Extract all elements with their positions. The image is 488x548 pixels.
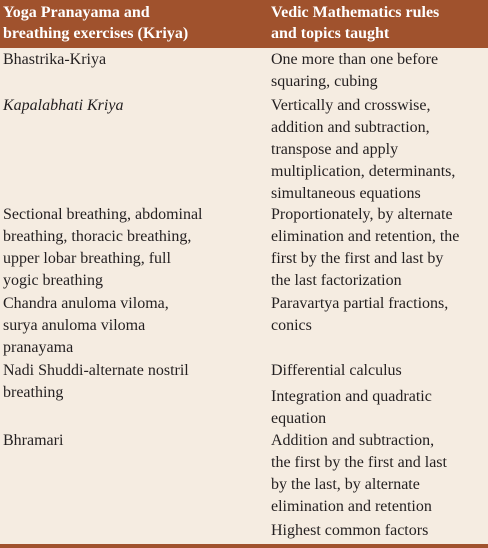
row-2-yoga-cell: Kapalabhati Kriya bbox=[3, 97, 124, 114]
row-6-yoga-cell: Bhramari bbox=[3, 432, 64, 449]
row-3-math-cell: Proportionately, by alternate elimination and retention, the first by the first and last by the last factorization bbox=[271, 206, 460, 289]
table-header bbox=[0, 0, 488, 48]
row-5-yoga-cell: Nadi Shuddi-alternate nostril breathing bbox=[3, 362, 189, 401]
row-6-math-cell-2: Highest common factors bbox=[271, 522, 429, 539]
row-4-yoga-cell: Chandra anuloma viloma, surya anuloma viloma pranayama bbox=[3, 295, 169, 356]
row-3-yoga-cell: Sectional breathing, abdominal breathing, thoracic breathing, upper lobar breathing, full yogic breathing bbox=[3, 206, 203, 289]
header-yoga-pranayama: Yoga Pranayama and breathing exercises (Kriya) bbox=[3, 4, 189, 42]
row-5-math-cell-1: Differential calculus bbox=[271, 362, 402, 379]
row-4-math-cell: Paravartya partial fractions, conics bbox=[271, 295, 449, 334]
row-1-yoga-cell: Bhastrika-Kriya bbox=[3, 51, 107, 68]
header-vedic-mathematics: Vedic Mathematics rules and topics taught bbox=[271, 4, 440, 42]
row-1-math-cell: One more than one before squaring, cubing bbox=[271, 51, 439, 90]
row-5-math-cell-2: Integration and quadratic equation bbox=[271, 388, 432, 427]
row-6-math-cell-1: Addition and subtraction, the first by the first and last by the last, by alternate elimination and retention bbox=[271, 432, 447, 515]
table-bottom-rule bbox=[0, 544, 488, 548]
row-2-math-cell: Vertically and crosswise, addition and subtraction, transpose and apply multiplication, determinants, simultaneous equations bbox=[271, 97, 456, 202]
